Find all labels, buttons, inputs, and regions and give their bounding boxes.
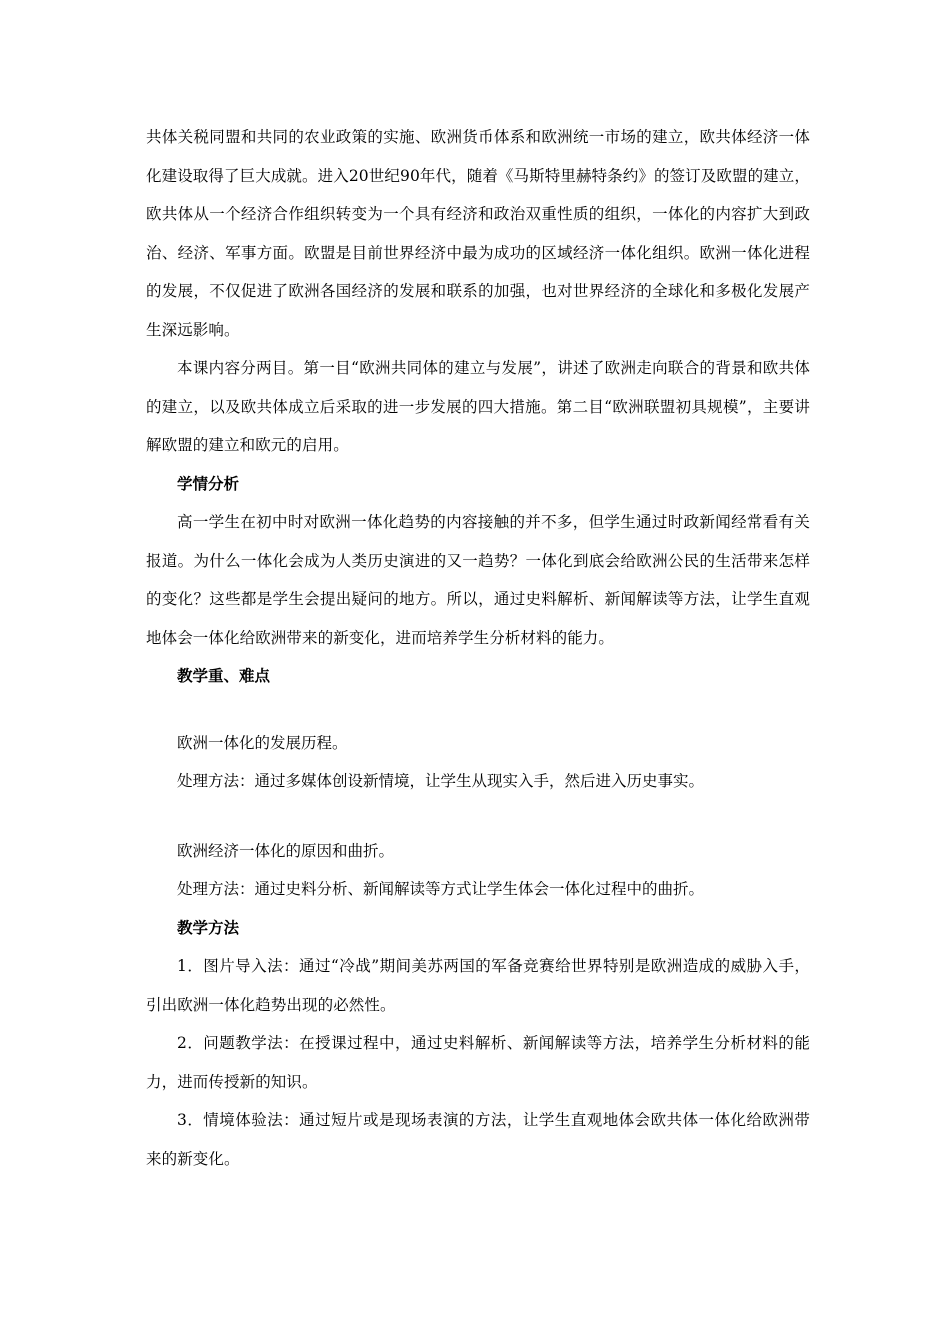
key-point-method: 处理方法：通过多媒体创设新情境，让学生从现实入手，然后进入历史事实。 bbox=[177, 772, 705, 790]
teaching-method-item: 1．图片导入法：通过“冷战”期间美苏两国的军备竞赛给世界特别是欧洲造成的威胁入手，引出欧洲一体化趋势出现的必然性。 bbox=[146, 957, 810, 1014]
key-points-heading: 教学重、难点 bbox=[177, 667, 271, 685]
intro-continuation-paragraph: 共体关税同盟和共同的农业政策的实施、欧洲货币体系和欧洲统一市场的建立，欧共体经济一体化建设取得了巨大成就。进入20世纪90年代，随着《马斯特里赫特条约》的签订及欧盟的建立，欧共体从一个经济合作组织转变为一个具有经济和政治双重性质的组织，一体化的内容扩大到政治、经济、军事方面。欧盟是目前世界经济中最为成功的区域经济一体化组织。欧洲一体化进程的发展，不仅促进了欧洲各国经济的发展和联系的加强，也对世界经济的全球化和多极化发展产生深远影响。 bbox=[146, 128, 810, 339]
student-analysis-paragraph: 高一学生在初中时对欧洲一体化趋势的内容接触的并不多，但学生通过时政新闻经常看有关报道。为什么一体化会成为人类历史演进的又一趋势？一体化到底会给欧洲公民的生活带来怎样的变化？这些都是学生会提出疑问的地方。所以，通过史料解析、新闻解读等方法，让学生直观地体会一体化给欧洲带来的新变化，进而培养学生分析材料的能力。 bbox=[146, 513, 810, 647]
teaching-method-item: 3．情境体验法：通过短片或是现场表演的方法，让学生直观地体会欧共体一体化给欧洲带来的新变化。 bbox=[146, 1111, 810, 1168]
document-body bbox=[146, 118, 810, 1178]
teaching-method-item: 2．问题教学法：在授课过程中，通过史料解析、新闻解读等方法，培养学生分析材料的能力，进而传授新的知识。 bbox=[146, 1034, 810, 1091]
difficulty-text: 欧洲经济一体化的原因和曲折。 bbox=[177, 841, 395, 860]
difficulty-method: 处理方法：通过史料分析、新闻解读等方式让学生体会一体化过程中的曲折。 bbox=[177, 880, 705, 898]
lesson-structure-paragraph: 本课内容分两目。第一目“欧洲共同体的建立与发展”，讲述了欧洲走向联合的背景和欧共体的建立，以及欧共体成立后采取的进一步发展的四大措施。第二目“欧洲联盟初具规模”，主要讲解欧盟的建立和欧元的启用。 bbox=[146, 359, 810, 454]
teaching-methods-heading: 教学方法 bbox=[177, 918, 240, 937]
key-point-text: 欧洲一体化的发展历程。 bbox=[177, 733, 348, 752]
spacer bbox=[146, 696, 810, 724]
student-analysis-heading: 学情分析 bbox=[177, 474, 240, 493]
spacer bbox=[146, 801, 810, 832]
